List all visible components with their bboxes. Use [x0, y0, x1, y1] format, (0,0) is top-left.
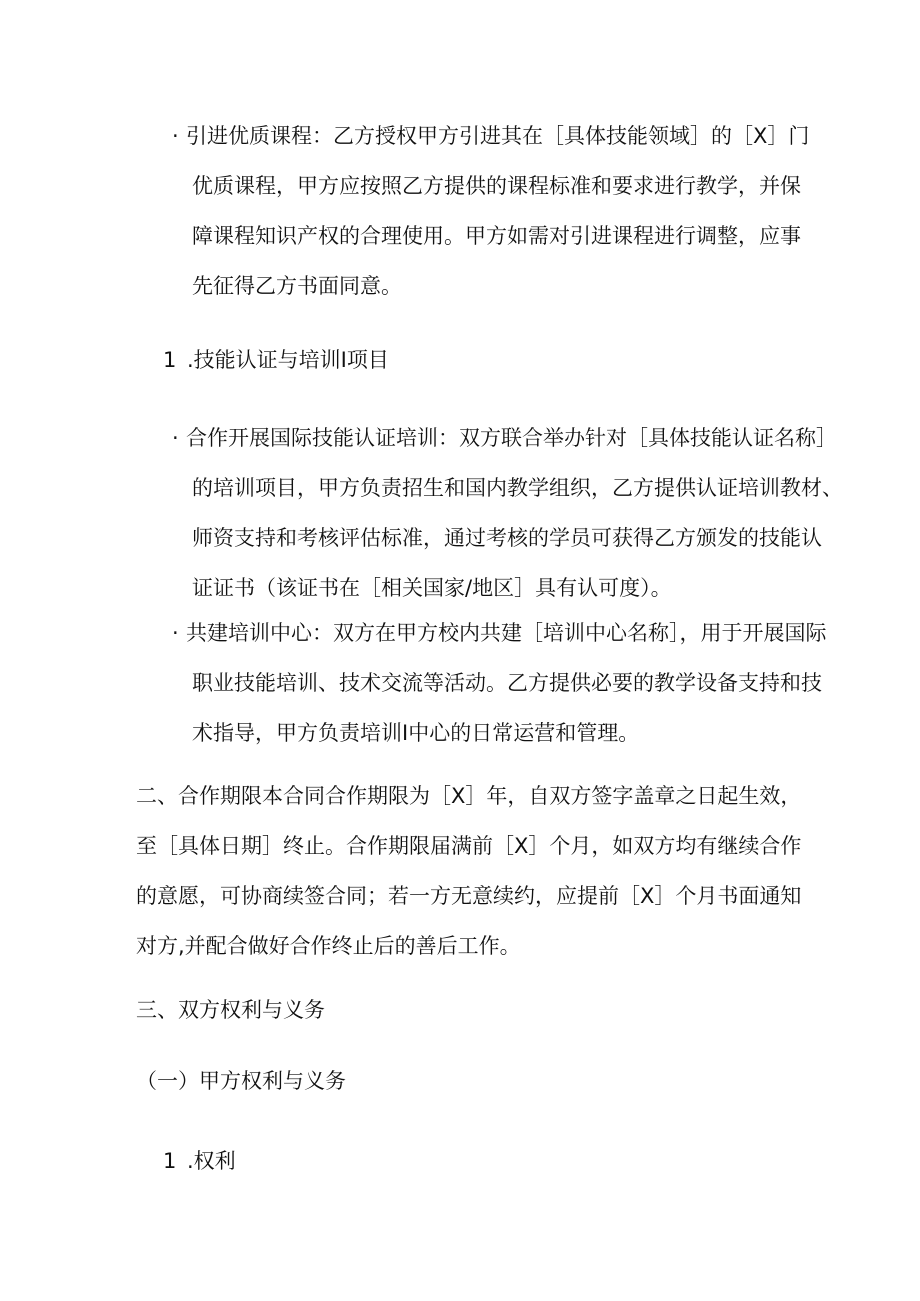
bullet-line: 师资支持和考核评估标准，通过考核的学员可获得乙方颁发的技能认 — [192, 526, 822, 550]
section-heading-rights-obligations: 三、双方权利与义务 — [136, 998, 325, 1022]
bullet-line: 证证书（该证书在［相关国家/地区］具有认可度）。 — [192, 576, 672, 600]
item-number: 1 — [163, 1149, 177, 1173]
item-number: 1 — [163, 348, 177, 372]
bullet-line: 障课程知识产权的合理使用。甲方如需对引进课程进行调整，应事 — [192, 224, 801, 248]
numbered-heading-skill-certification — [163, 345, 389, 375]
bullet-text: 合作开展国际技能认证培训：双方联合举办针对［具体技能认证名称］ — [186, 426, 837, 450]
bullet-line: 职业技能培训、技术交流等活动。乙方提供必要的教学设备支持和技 — [192, 671, 822, 695]
paragraph-line: 二、合作期限本合同合作期限为［X］年，自双方签字盖章之日起生效， — [136, 784, 802, 808]
bullet-item-training-center — [172, 608, 827, 758]
bullet-line — [172, 413, 837, 463]
numbered-heading-rights — [163, 1146, 236, 1176]
bullet-line: 的培训项目，甲方负责招生和国内教学组织，乙方提供认证培训教材、 — [192, 476, 843, 500]
paragraph-line: 对方,并配合做好合作终止后的善后工作。 — [136, 934, 521, 958]
bullet-marker: · — [172, 621, 179, 645]
section-cooperation-period — [136, 771, 802, 971]
bullet-text: 引进优质课程：乙方授权甲方引进其在［具体技能领域］的［X］门 — [186, 124, 810, 148]
bullet-item-import-courses — [172, 111, 810, 311]
bullet-line — [172, 111, 810, 161]
paragraph-line: 至［具体日期］终止。合作期限届满前［X］个月，如双方均有继续合作 — [136, 834, 802, 858]
bullet-item-international-certification — [172, 413, 843, 613]
item-text: .权利 — [187, 1149, 236, 1173]
subsection-heading-party-a: （一）甲方权利与义务 — [136, 1069, 346, 1093]
bullet-line: 先征得乙方书面同意。 — [192, 274, 402, 298]
bullet-marker: · — [172, 426, 179, 450]
bullet-line: 优质课程，甲方应按照乙方提供的课程标准和要求进行教学，并保 — [192, 174, 801, 198]
paragraph-line: 的意愿，可协商续签合同；若一方无意续约，应提前［X］个月书面通知 — [136, 884, 802, 908]
item-text: .技能认证与培训I项目 — [187, 348, 389, 372]
bullet-text: 共建培训中心：双方在甲方校内共建［培训中心名称］，用于开展国际 — [186, 621, 827, 645]
bullet-line: 术指导，甲方负责培训I中心的日常运营和管理。 — [192, 721, 640, 745]
bullet-marker: · — [172, 124, 179, 148]
bullet-line — [172, 608, 827, 658]
